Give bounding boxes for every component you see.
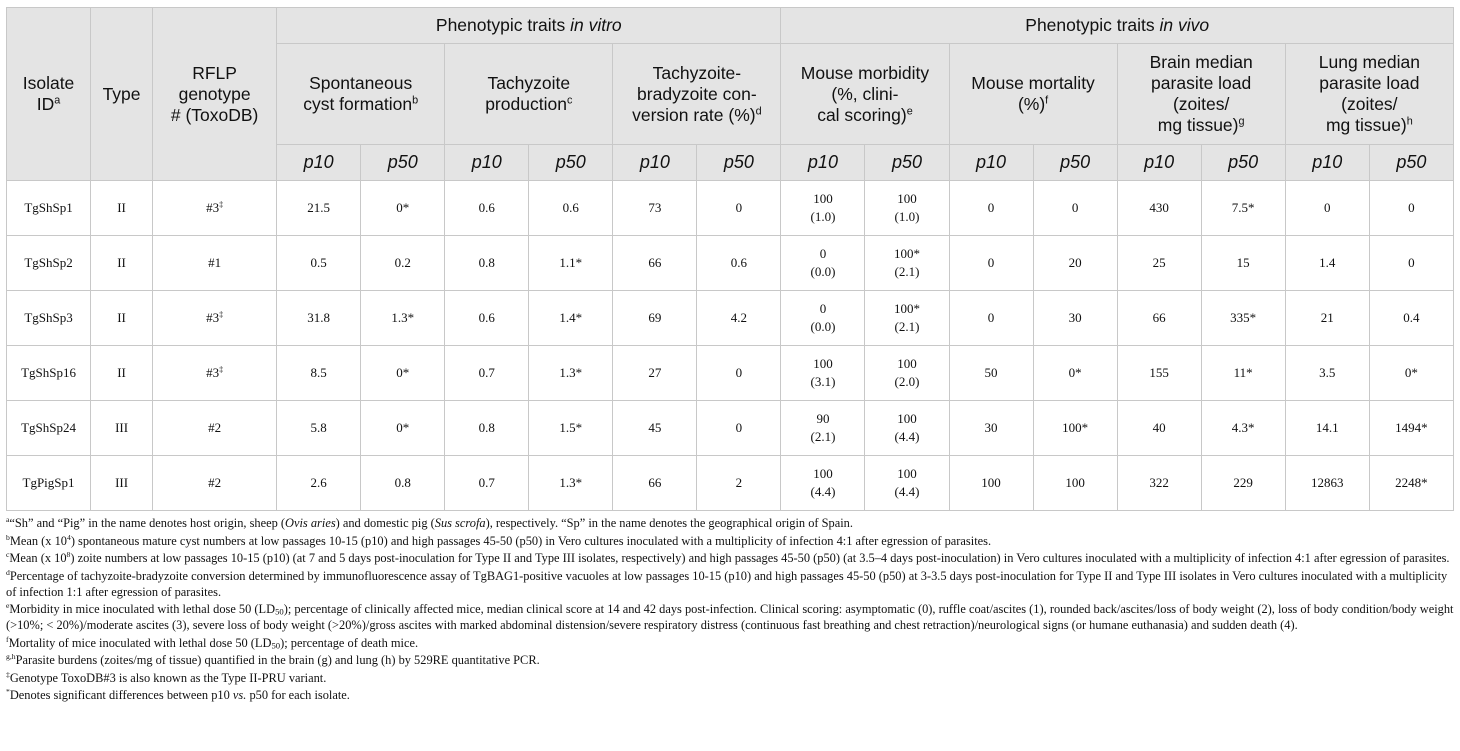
cell-tachy-p10: 0.8 (445, 401, 529, 456)
cell-tachy-p10: 0.7 (445, 456, 529, 511)
header-p10: p10 (949, 145, 1033, 181)
footnote-f: $^f$Mortality of mice inoculated with lethal dose 50 $(LD_{50})$; percentage of death mice. (6, 634, 419, 651)
cell-rflp: #2 (153, 401, 277, 456)
cell-tachy-p50: 1.3* (529, 346, 613, 401)
cell-lung-p10: 14.1 (1285, 401, 1369, 456)
cell-mort-p50: 20 (1033, 236, 1117, 291)
cell-lung-p10: 0 (1285, 181, 1369, 236)
cell-conv-p10: 45 (613, 401, 697, 456)
header-p10: p10 (613, 145, 697, 181)
cell-mort-p50: 30 (1033, 291, 1117, 346)
cell-conv-p10: 73 (613, 181, 697, 236)
cell-isolate-id: TgShSp24 (7, 401, 91, 456)
cell-brain-p10: 25 (1117, 236, 1201, 291)
header-rflp-genotype: RFLP genotype # (ToxoDB) (153, 8, 277, 181)
cell-morb-p10: 100 (4.4) (781, 456, 865, 511)
cell-type: II (91, 291, 153, 346)
cell-brain-p10: 66 (1117, 291, 1201, 346)
cell-lung-p50: 0* (1369, 346, 1453, 401)
cell-morb-p10: 100 (1.0) (781, 181, 865, 236)
cell-rflp: #3‡ (153, 346, 277, 401)
header-mouse-morbidity: Mouse morbidity (%, clini- cal scoring)$^e$ (781, 44, 949, 145)
cell-lung-p50: 2248* (1369, 456, 1453, 511)
cell-morb-p10: 90 (2.1) (781, 401, 865, 456)
cell-mort-p10: 0 (949, 181, 1033, 236)
cell-brain-p50: 7.5* (1201, 181, 1285, 236)
header-p50: p50 (865, 145, 949, 181)
cell-type: II (91, 236, 153, 291)
cell-mort-p10: 0 (949, 236, 1033, 291)
cell-cyst-p50: 0.2 (361, 236, 445, 291)
cell-type: II (91, 181, 153, 236)
cell-cyst-p10: 2.6 (277, 456, 361, 511)
cell-morb-p50: 100* (2.1) (865, 236, 949, 291)
cell-isolate-id: TgShSp16 (7, 346, 91, 401)
cell-conv-p50: 0.6 (697, 236, 781, 291)
header-p10: p10 (445, 145, 529, 181)
cell-conv-p50: 0 (697, 401, 781, 456)
cell-type: III (91, 401, 153, 456)
cell-conv-p50: 4.2 (697, 291, 781, 346)
cell-cyst-p50: 1.3* (361, 291, 445, 346)
cell-mort-p50: 100 (1033, 456, 1117, 511)
cell-conv-p50: 0 (697, 181, 781, 236)
header-p50: p50 (529, 145, 613, 181)
cell-morb-p10: 0 (0.0) (781, 236, 865, 291)
header-p10: p10 (1117, 145, 1201, 181)
header-p50: p50 (697, 145, 781, 181)
table-row (7, 346, 1454, 401)
header-p50: p50 (1369, 145, 1453, 181)
cell-conv-p10: 66 (613, 456, 697, 511)
cell-conv-p10: 69 (613, 291, 697, 346)
cell-tachy-p50: 1.4* (529, 291, 613, 346)
cell-conv-p50: 0 (697, 346, 781, 401)
cell-lung-p50: 0.4 (1369, 291, 1453, 346)
cell-lung-p50: 1494* (1369, 401, 1453, 456)
header-tachyzoite-production: Tachyzoite production$^c$ (445, 44, 613, 145)
cell-tachy-p10: 0.6 (445, 181, 529, 236)
cell-cyst-p10: 8.5 (277, 346, 361, 401)
header-lung-parasite-load: Lung median parasite load (zoites/ mg tissue)$^h$ (1285, 44, 1453, 145)
header-conversion-rate: Tachyzoite- bradyzoite con- version rate (%)$^d$ (613, 44, 781, 145)
cell-morb-p50: 100 (4.4) (865, 456, 949, 511)
cell-brain-p50: 11* (1201, 346, 1285, 401)
cell-isolate-id: TgPigSp1 (7, 456, 91, 511)
header-isolate-id: Isolate $ID^a$ (7, 8, 91, 181)
cell-cyst-p10: 21.5 (277, 181, 361, 236)
cell-lung-p50: 0 (1369, 181, 1453, 236)
header-brain-parasite-load: Brain median parasite load (zoites/ mg tissue)$^g$ (1117, 44, 1285, 145)
cell-lung-p10: 3.5 (1285, 346, 1369, 401)
cell-lung-p10: 1.4 (1285, 236, 1369, 291)
cell-brain-p10: 155 (1117, 346, 1201, 401)
cell-isolate-id: TgShSp1 (7, 181, 91, 236)
footnotes (6, 515, 1456, 705)
header-p50: p50 (1201, 145, 1285, 181)
cell-mort-p10: 50 (949, 346, 1033, 401)
header-p10: p10 (781, 145, 865, 181)
cell-mort-p10: 0 (949, 291, 1033, 346)
cell-brain-p10: 322 (1117, 456, 1201, 511)
footnote-d: $^d$Percentage of tachyzoite-bradyzoite conversion determined by immunofluorescence assay of TgBAG1-positive vacuoles at low passages 10-15 (p10) and high passages 45-50 (p50) at 3-3.5 days post-inoculation for Type II and Type III isolates in Vero cultures inoculated with a multiplicity of infection 1:1 after egression of parasites. (6, 567, 1448, 599)
phenotype-table (6, 7, 1454, 511)
header-group-in-vitro: Phenotypic traits in vitro (277, 8, 781, 44)
cell-tachy-p50: 0.6 (529, 181, 613, 236)
cell-brain-p50: 4.3* (1201, 401, 1285, 456)
cell-brain-p50: 335* (1201, 291, 1285, 346)
table-row (7, 401, 1454, 456)
footnote-gh: $^{g,h}$Parasite burdens (zoites/mg of tissue) quantified in the brain (g) and lung (h) by 529RE quantitative PCR. (6, 652, 540, 667)
cell-rflp: #3‡ (153, 181, 277, 236)
cell-brain-p50: 229 (1201, 456, 1285, 511)
cell-mort-p10: 30 (949, 401, 1033, 456)
cell-isolate-id: TgShSp2 (7, 236, 91, 291)
cell-mort-p10: 100 (949, 456, 1033, 511)
cell-lung-p50: 0 (1369, 236, 1453, 291)
cell-cyst-p10: 5.8 (277, 401, 361, 456)
footnote-a: $^a$“Sh” and “Pig” in the name denotes host origin, sheep (Ovis aries) and domestic pig (Sus scrofa), respectively. “Sp” in the name denotes the geographical origin of Spain. (6, 515, 853, 530)
cell-morb-p10: 100 (3.1) (781, 346, 865, 401)
cell-tachy-p50: 1.1* (529, 236, 613, 291)
table-row (7, 456, 1454, 511)
header-mouse-mortality: Mouse mortality (%)$^f$ (949, 44, 1117, 145)
cell-cyst-p50: 0* (361, 346, 445, 401)
header-p10: p10 (1285, 145, 1369, 181)
cell-type: II (91, 346, 153, 401)
cell-type: III (91, 456, 153, 511)
cell-morb-p50: 100* (2.1) (865, 291, 949, 346)
cell-rflp: #3‡ (153, 291, 277, 346)
footnote-e: $^e$Morbidity in mice inoculated with lethal dose 50 $(LD_{50})$; percentage of clinically affected mice, median clinical score at 14 and 42 days post-infection. Clinical scoring: asymptomatic (0), ruffle coat/ascites (1), rounded back/ascites/loss of body weight (2), loss of body condition/body weight (>10%; < 20%)/moderate ascites (3), severe loss of body weight (>20%)/gross ascites with marked abdominal distension/severe respiratory distress (continuous fast breathing and chest retraction)/neurological signs (or humane euthanasia) and sudden death (4). (6, 601, 1454, 632)
cell-morb-p50: 100 (4.4) (865, 401, 949, 456)
cell-morb-p50: 100 (2.0) (865, 346, 949, 401)
cell-rflp: #2 (153, 456, 277, 511)
header-p50: p50 (361, 145, 445, 181)
table-row (7, 291, 1454, 346)
footnote-double-dagger: ‡Genotype ToxoDB#3 is also known as the Type II-PRU variant. (6, 669, 327, 685)
cell-tachy-p10: 0.8 (445, 236, 529, 291)
cell-cyst-p10: 0.5 (277, 236, 361, 291)
cell-mort-p50: 100* (1033, 401, 1117, 456)
header-type: Type (91, 8, 153, 181)
cell-conv-p10: 27 (613, 346, 697, 401)
table-row (7, 181, 1454, 236)
header-group-in-vivo: Phenotypic traits in vivo (781, 8, 1454, 44)
cell-tachy-p50: 1.5* (529, 401, 613, 456)
cell-brain-p10: 40 (1117, 401, 1201, 456)
cell-mort-p50: 0 (1033, 181, 1117, 236)
cell-isolate-id: TgShSp3 (7, 291, 91, 346)
cell-tachy-p10: 0.7 (445, 346, 529, 401)
cell-cyst-p50: 0.8 (361, 456, 445, 511)
cell-cyst-p50: 0* (361, 181, 445, 236)
cell-lung-p10: 21 (1285, 291, 1369, 346)
footnote-asterisk: *Denotes significant differences between p10 vs. p50 for each isolate. (6, 687, 350, 702)
header-p50: p50 (1033, 145, 1117, 181)
cell-conv-p10: 66 (613, 236, 697, 291)
footnote-c: $^c$Mean (x $10^8$) zoite numbers at low passages 10-15 (p10) (at 7 and 5 days post-inoculation for Type II and Type III isolates, respectively) and high passages 45-50 (p50) (at 3.5–4 days post-inoculation) in Vero cultures inoculated with a multiplicity of infection 4:1 after egression of parasites. (6, 550, 1450, 565)
cell-brain-p50: 15 (1201, 236, 1285, 291)
cell-lung-p10: 12863 (1285, 456, 1369, 511)
cell-brain-p10: 430 (1117, 181, 1201, 236)
header-cyst-formation: Spontaneous cyst formation$^b$ (277, 44, 445, 145)
footnote-b: $^b$Mean (x $10^4$) spontaneous mature cyst numbers at low passages 10-15 (p10) and high passages 45-50 (p50) in Vero cultures inoculated with a multiplicity of infection 4:1 after egression of parasites. (6, 532, 992, 548)
cell-cyst-p50: 0* (361, 401, 445, 456)
cell-rflp: #1 (153, 236, 277, 291)
cell-tachy-p10: 0.6 (445, 291, 529, 346)
cell-morb-p10: 0 (0.0) (781, 291, 865, 346)
cell-mort-p50: 0* (1033, 346, 1117, 401)
cell-tachy-p50: 1.3* (529, 456, 613, 511)
header-p10: p10 (277, 145, 361, 181)
table-row (7, 236, 1454, 291)
cell-conv-p50: 2 (697, 456, 781, 511)
cell-cyst-p10: 31.8 (277, 291, 361, 346)
cell-morb-p50: 100 (1.0) (865, 181, 949, 236)
